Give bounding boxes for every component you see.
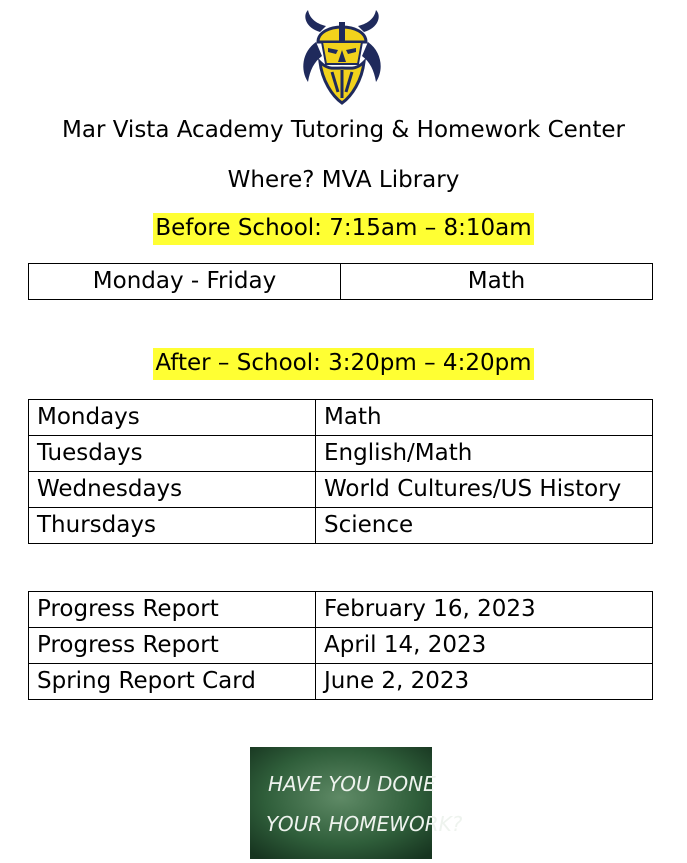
day-cell: Tuesdays xyxy=(29,436,316,472)
before-school-heading-wrap xyxy=(0,215,687,241)
after-school-heading-wrap xyxy=(0,350,687,376)
homework-line-1: HAVE YOU DONE xyxy=(268,772,436,796)
report-label-cell: Progress Report xyxy=(29,592,316,628)
before-school-heading: Before School: 7:15am – 8:10am xyxy=(153,213,533,245)
table-row xyxy=(29,664,653,700)
after-school-heading: After – School: 3:20pm – 4:20pm xyxy=(153,348,533,380)
day-cell: Mondays xyxy=(29,400,316,436)
report-date-cell: April 14, 2023 xyxy=(316,628,653,664)
subject-cell: Science xyxy=(316,508,653,544)
report-label-cell: Progress Report xyxy=(29,628,316,664)
table-row xyxy=(29,508,653,544)
report-date-cell: February 16, 2023 xyxy=(316,592,653,628)
report-date-cell: June 2, 2023 xyxy=(316,664,653,700)
viking-logo xyxy=(296,8,388,104)
report-label-cell: Spring Report Card xyxy=(29,664,316,700)
day-cell: Wednesdays xyxy=(29,472,316,508)
table-row xyxy=(29,436,653,472)
table-row xyxy=(29,628,653,664)
subject-cell: Math xyxy=(316,400,653,436)
page-title: Mar Vista Academy Tutoring & Homework Center xyxy=(62,117,625,143)
subject-cell: Math xyxy=(341,264,653,300)
after-school-table xyxy=(28,399,653,544)
subject-cell: World Cultures/US History xyxy=(316,472,653,508)
table-row xyxy=(29,472,653,508)
homework-chalkboard-image xyxy=(250,747,463,859)
table-row xyxy=(29,592,653,628)
days-cell: Monday - Friday xyxy=(29,264,341,300)
report-dates-table xyxy=(28,591,653,700)
day-cell: Thursdays xyxy=(29,508,316,544)
before-school-table xyxy=(28,263,653,300)
table-row xyxy=(29,400,653,436)
table-row xyxy=(29,264,653,300)
location-text: Where? MVA Library xyxy=(227,167,460,193)
subject-cell: English/Math xyxy=(316,436,653,472)
homework-line-2: YOUR HOMEWORK? xyxy=(266,812,463,836)
